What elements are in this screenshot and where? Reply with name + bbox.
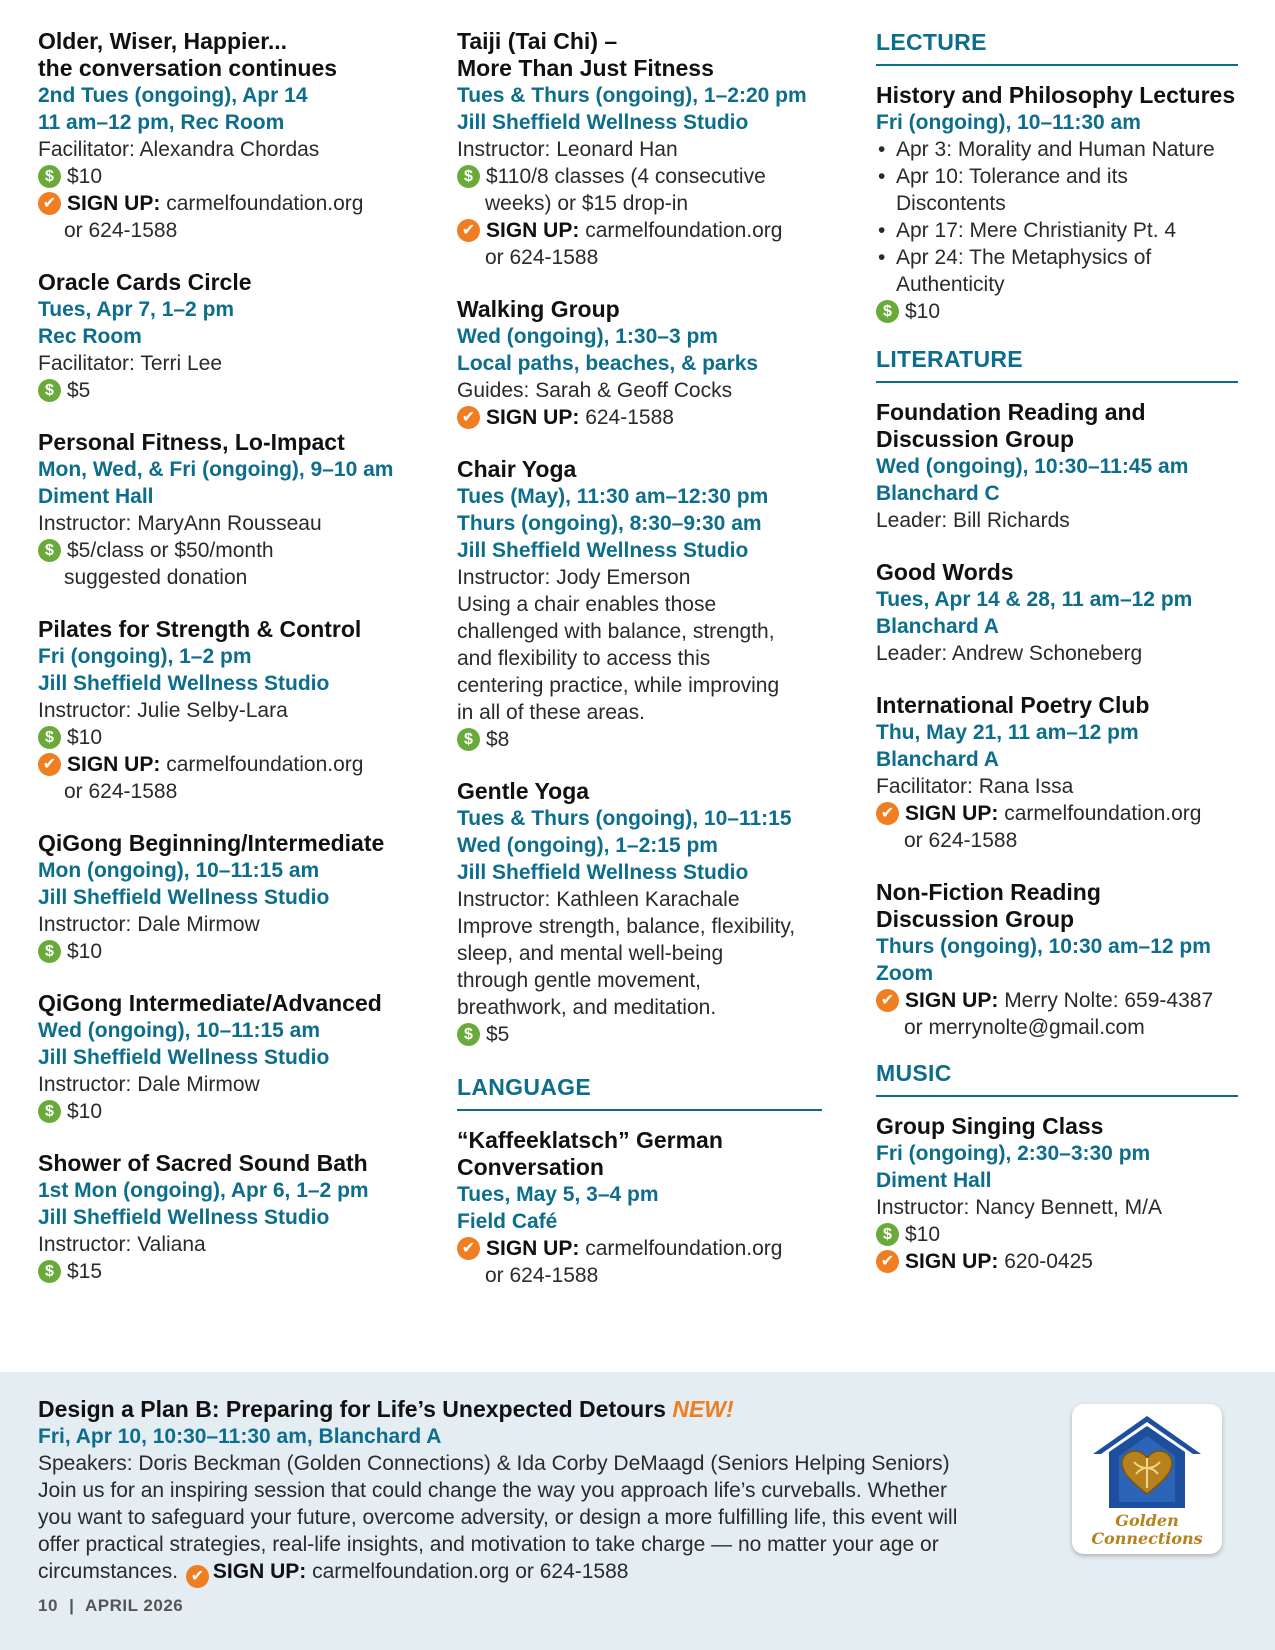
event-price: [38, 537, 408, 564]
signup-phone[interactable]: or 624-1588: [64, 780, 178, 803]
signup-label: SIGN UP:: [486, 219, 580, 242]
event-price: [457, 1021, 822, 1048]
event-description-line: centering practice, while improving: [457, 674, 780, 697]
event-schedule: Mon (ongoing), 10–11:15 am: [38, 859, 320, 882]
page-number: 10: [38, 1596, 58, 1615]
event-title: Personal Fitness, Lo-Impact: [38, 429, 345, 455]
signup-phone[interactable]: 620-0425: [1004, 1250, 1093, 1273]
event-leader: Leader: Bill Richards: [876, 509, 1070, 532]
event-signup: [457, 217, 822, 244]
event-schedule-2: Wed (ongoing), 1–2:15 pm: [457, 834, 718, 857]
event-schedule: Mon, Wed, & Fri (ongoing), 9–10 am: [38, 458, 394, 481]
price-text: $5: [67, 379, 91, 402]
event-price: [38, 1098, 408, 1125]
signup-label: SIGN UP:: [905, 989, 999, 1012]
event-signup: [876, 800, 1238, 827]
event-facilitator: Facilitator: Rana Issa: [876, 775, 1074, 798]
event-poetry-club: [876, 692, 1238, 854]
event-schedule-2: Thurs (ongoing), 8:30–9:30 am: [457, 512, 762, 535]
event-instructor: Instructor: Leonard Han: [457, 138, 678, 161]
event-schedule: Tues, Apr 14 & 28, 11 am–12 pm: [876, 588, 1193, 611]
event-title: History and Philosophy Lectures: [876, 82, 1236, 108]
event-location: Jill Sheffield Wellness Studio: [38, 672, 330, 695]
signup-contact[interactable]: Merry Nolte: 659-4387: [1004, 989, 1214, 1012]
event-schedule: Tues, Apr 7, 1–2 pm: [38, 298, 235, 321]
event-title: Taiji (Tai Chi) –: [457, 28, 618, 54]
lecture-item: • Apr 24: The Metaphysics of Authenticity: [876, 244, 1238, 298]
event-location: Jill Sheffield Wellness Studio: [457, 539, 749, 562]
event-leader: Leader: Andrew Schoneberg: [876, 642, 1143, 665]
section-heading-literature: LITERATURE: [876, 345, 1238, 383]
price-text: $10: [905, 300, 941, 323]
event-foundation-reading: [876, 399, 1238, 534]
event-schedule: 1st Mon (ongoing), Apr 6, 1–2 pm: [38, 1179, 369, 1202]
checkmark-icon: ✔: [186, 1565, 209, 1588]
event-location: Diment Hall: [876, 1169, 992, 1192]
signup-link[interactable]: carmelfoundation.org: [585, 1237, 783, 1260]
event-gentle-yoga: [457, 778, 822, 1048]
event-price: [38, 938, 408, 965]
event-title: Older, Wiser, Happier...: [38, 28, 288, 54]
dollar-icon: $: [38, 379, 61, 402]
event-schedule: Tues & Thurs (ongoing), 10–11:15: [457, 807, 792, 830]
event-instructor: Instructor: Dale Mirmow: [38, 913, 260, 936]
event-schedule: Wed (ongoing), 10:30–11:45 am: [876, 455, 1189, 478]
event-location: Jill Sheffield Wellness Studio: [38, 1206, 330, 1229]
event-title-cont: More Than Just Fitness: [457, 55, 714, 81]
lecture-item: • Apr 17: Mere Christianity Pt. 4: [876, 217, 1238, 244]
event-good-words: [876, 559, 1238, 667]
price-text: $10: [905, 1223, 941, 1246]
featured-speakers: Speakers: Doris Beckman (Golden Connections) & Ida Corby DeMaagd (Seniors Helping Seniors): [38, 1452, 950, 1475]
section-heading-music: MUSIC: [876, 1059, 1238, 1097]
event-schedule: Wed (ongoing), 10–11:15 am: [38, 1019, 321, 1042]
event-schedule: Fri (ongoing), 1–2 pm: [38, 645, 252, 668]
event-instructor: Instructor: Valiana: [38, 1233, 206, 1256]
signup-label: SIGN UP:: [905, 802, 999, 825]
event-oracle-cards: [38, 269, 408, 404]
lecture-item: • Apr 3: Morality and Human Nature: [876, 136, 1238, 163]
logo-text-golden: Golden: [1115, 1511, 1179, 1530]
event-schedule: Fri (ongoing), 10–11:30 am: [876, 111, 1141, 134]
event-description-line: Using a chair enables those: [457, 593, 717, 616]
event-title: Pilates for Strength & Control: [38, 616, 362, 642]
section-heading-language: LANGUAGE: [457, 1073, 822, 1111]
event-instructor: Instructor: Julie Selby-Lara: [38, 699, 288, 722]
event-schedule: Tues & Thurs (ongoing), 1–2:20 pm: [457, 84, 807, 107]
golden-connections-logo: [1072, 1404, 1222, 1554]
event-location: Diment Hall: [38, 485, 154, 508]
event-instructor: Instructor: Nancy Bennett, M/A: [876, 1196, 1162, 1219]
event-title: Oracle Cards Circle: [38, 269, 252, 295]
featured-event: [38, 1396, 1038, 1588]
price-text: $15: [67, 1260, 103, 1283]
event-description-line: breathwork, and meditation.: [457, 996, 717, 1019]
featured-description-line: you want to safeguard your future, overcome adversity, or design a more fulfilling life, this event will: [38, 1506, 958, 1529]
event-schedule: Fri (ongoing), 2:30–3:30 pm: [876, 1142, 1151, 1165]
event-qigong-beginning: [38, 830, 408, 965]
event-location: Blanchard C: [876, 482, 1000, 505]
event-personal-fitness: [38, 429, 408, 591]
event-signup: [38, 751, 408, 778]
signup-link[interactable]: carmelfoundation.org: [1004, 802, 1202, 825]
signup-label: SIGN UP:: [486, 1237, 580, 1260]
event-price: [38, 377, 408, 404]
event-description-line: through gentle movement,: [457, 969, 701, 992]
signup-phone[interactable]: or 624-1588: [485, 246, 599, 269]
event-pilates: [38, 616, 408, 805]
event-non-fiction-reading: [876, 879, 1238, 1041]
dollar-icon: $: [876, 1223, 899, 1246]
event-instructor: Instructor: MaryAnn Rousseau: [38, 512, 322, 535]
signup-label: SIGN UP:: [67, 753, 161, 776]
event-title: QiGong Beginning/Intermediate: [38, 830, 385, 856]
event-walking-group: [457, 296, 822, 431]
column-right: [876, 28, 1238, 1300]
dollar-icon: $: [38, 1260, 61, 1283]
dollar-icon: $: [38, 940, 61, 963]
event-description-line: in all of these areas.: [457, 701, 645, 724]
event-title: Foundation Reading and: [876, 399, 1146, 425]
event-time-location: 11 am–12 pm, Rec Room: [38, 111, 285, 134]
checkmark-icon: ✔: [876, 1250, 899, 1273]
event-signup: [457, 1235, 822, 1262]
house-heart-icon: [1089, 1412, 1205, 1512]
featured-signup-line: [38, 1558, 1038, 1588]
price-text: $10: [67, 726, 103, 749]
event-schedule: Thurs (ongoing), 10:30 am–12 pm: [876, 935, 1211, 958]
section-heading-lecture: LECTURE: [876, 28, 1238, 66]
event-description-line: challenged with balance, strength,: [457, 620, 775, 643]
price-text: $110/8 classes (4 consecutive: [486, 165, 766, 188]
lecture-item: • Apr 10: Tolerance and its Discontents: [876, 163, 1238, 217]
event-price: [876, 1221, 1238, 1248]
event-facilitator: Facilitator: Alexandra Chordas: [38, 138, 320, 161]
event-instructor: Instructor: Dale Mirmow: [38, 1073, 260, 1096]
logo-text-connections: Connections: [1091, 1529, 1203, 1548]
price-text: $5/class or $50/month: [67, 539, 274, 562]
issue-date: APRIL 2026: [85, 1596, 184, 1615]
event-location: Jill Sheffield Wellness Studio: [457, 861, 749, 884]
price-text: $10: [67, 940, 103, 963]
event-location: Field Café: [457, 1210, 558, 1233]
event-title: Chair Yoga: [457, 456, 577, 482]
event-description-line: Improve strength, balance, flexibility,: [457, 915, 796, 938]
event-signup: [876, 1248, 1238, 1275]
event-title-cont: Conversation: [457, 1154, 604, 1180]
event-signup: [38, 190, 408, 217]
event-location: Jill Sheffield Wellness Studio: [38, 1046, 330, 1069]
event-schedule: 2nd Tues (ongoing), Apr 14: [38, 84, 308, 107]
price-text: $5: [486, 1023, 510, 1046]
event-schedule: Wed (ongoing), 1:30–3 pm: [457, 325, 718, 348]
checkmark-icon: ✔: [457, 1237, 480, 1260]
signup-email[interactable]: or merrynolte@gmail.com: [904, 1016, 1145, 1039]
event-chair-yoga: [457, 456, 822, 753]
event-older-wiser-happier: [38, 28, 408, 244]
event-price: [38, 724, 408, 751]
footer-separator: |: [69, 1596, 75, 1615]
event-title: Non-Fiction Reading: [876, 879, 1101, 905]
checkmark-icon: ✔: [457, 219, 480, 242]
event-title: Good Words: [876, 559, 1014, 585]
signup-label: SIGN UP:: [67, 192, 161, 215]
event-location: Rec Room: [38, 325, 142, 348]
dollar-icon: $: [457, 165, 480, 188]
dollar-icon: $: [38, 726, 61, 749]
event-title: Shower of Sacred Sound Bath: [38, 1150, 368, 1176]
signup-label: SIGN UP:: [905, 1250, 999, 1273]
event-schedule: Thu, May 21, 11 am–12 pm: [876, 721, 1139, 744]
column-middle: [457, 28, 822, 1314]
checkmark-icon: ✔: [457, 406, 480, 429]
checkmark-icon: ✔: [38, 753, 61, 776]
featured-description-end: circumstances.: [38, 1560, 179, 1583]
event-schedule: Tues, May 5, 3–4 pm: [457, 1183, 659, 1206]
signup-phone[interactable]: 624-1588: [585, 406, 674, 429]
event-guides: Guides: Sarah & Geoff Cocks: [457, 379, 733, 402]
lecture-list: [876, 136, 1238, 298]
checkmark-icon: ✔: [876, 989, 899, 1012]
dollar-icon: $: [38, 1100, 61, 1123]
event-location: Jill Sheffield Wellness Studio: [38, 886, 330, 909]
event-title-cont: the conversation continues: [38, 55, 338, 81]
event-price: [38, 163, 408, 190]
event-location: Blanchard A: [876, 748, 999, 771]
event-schedule: Tues (May), 11:30 am–12:30 pm: [457, 485, 769, 508]
event-location: Zoom: [876, 962, 934, 985]
event-signup: [876, 987, 1238, 1014]
event-title: “Kaffeeklatsch” German: [457, 1127, 723, 1153]
dollar-icon: $: [38, 539, 61, 562]
event-description-line: and flexibility to access this: [457, 647, 711, 670]
page-footer: [38, 1596, 183, 1616]
dollar-icon: $: [457, 728, 480, 751]
price-text: $8: [486, 728, 510, 751]
event-location: Blanchard A: [876, 615, 999, 638]
price-text: $10: [67, 1100, 103, 1123]
event-price: [876, 298, 1238, 325]
dollar-icon: $: [38, 165, 61, 188]
signup-link[interactable]: carmelfoundation.org: [166, 753, 364, 776]
event-taiji: [457, 28, 822, 271]
featured-description-line: offer practical strategies, real-life insights, and motivation to take charge — no matter your age or: [38, 1533, 939, 1556]
event-price: [457, 726, 822, 753]
signup-label: SIGN UP:: [212, 1560, 307, 1583]
signup-link[interactable]: carmelfoundation.org: [585, 219, 783, 242]
signup-phone[interactable]: or 624-1588: [64, 219, 178, 242]
event-price: [38, 1258, 408, 1285]
featured-event-band: [0, 1372, 1275, 1650]
price-note: suggested donation: [64, 566, 248, 589]
signup-phone[interactable]: or 624-1588: [485, 1264, 599, 1287]
new-badge: NEW!: [672, 1396, 734, 1422]
event-title-cont: Discussion Group: [876, 906, 1075, 932]
event-price: [457, 163, 822, 190]
event-instructor: Instructor: Jody Emerson: [457, 566, 691, 589]
price-text-cont: weeks) or $15 drop-in: [485, 192, 689, 215]
event-description-line: sleep, and mental well-being: [457, 942, 724, 965]
signup-link[interactable]: carmelfoundation.org: [166, 192, 364, 215]
dollar-icon: $: [876, 300, 899, 323]
event-location: Jill Sheffield Wellness Studio: [457, 111, 749, 134]
event-instructor: Instructor: Kathleen Karachale: [457, 888, 740, 911]
featured-title: [38, 1396, 1038, 1423]
event-location: Local paths, beaches, & parks: [457, 352, 759, 375]
event-title: Gentle Yoga: [457, 778, 590, 804]
featured-description-line: Join us for an inspiring session that could change the way you approach life’s curveballs. Whether: [38, 1479, 947, 1502]
featured-schedule: Fri, Apr 10, 10:30–11:30 am, Blanchard A: [38, 1425, 442, 1448]
signup-phone[interactable]: or 624-1588: [904, 829, 1018, 852]
event-sound-bath: [38, 1150, 408, 1285]
checkmark-icon: ✔: [38, 192, 61, 215]
signup-label: SIGN UP:: [486, 406, 580, 429]
signup-link[interactable]: carmelfoundation.org or 624-1588: [312, 1560, 629, 1583]
event-group-singing: [876, 1113, 1238, 1275]
dollar-icon: $: [457, 1023, 480, 1046]
event-qigong-advanced: [38, 990, 408, 1125]
event-history-philosophy: [876, 82, 1238, 325]
event-signup: [457, 404, 822, 431]
column-left: [38, 28, 408, 1310]
event-title: QiGong Intermediate/Advanced: [38, 990, 382, 1016]
checkmark-icon: ✔: [876, 802, 899, 825]
event-title: Group Singing Class: [876, 1113, 1104, 1139]
event-facilitator: Facilitator: Terri Lee: [38, 352, 223, 375]
featured-title-text: Design a Plan B: Preparing for Life’s Unexpected Detours: [38, 1396, 666, 1422]
event-title-cont: Discussion Group: [876, 426, 1075, 452]
event-kaffeeklatsch: [457, 1127, 822, 1289]
event-title: International Poetry Club: [876, 692, 1150, 718]
event-title: Walking Group: [457, 296, 620, 322]
price-text: $10: [67, 165, 103, 188]
